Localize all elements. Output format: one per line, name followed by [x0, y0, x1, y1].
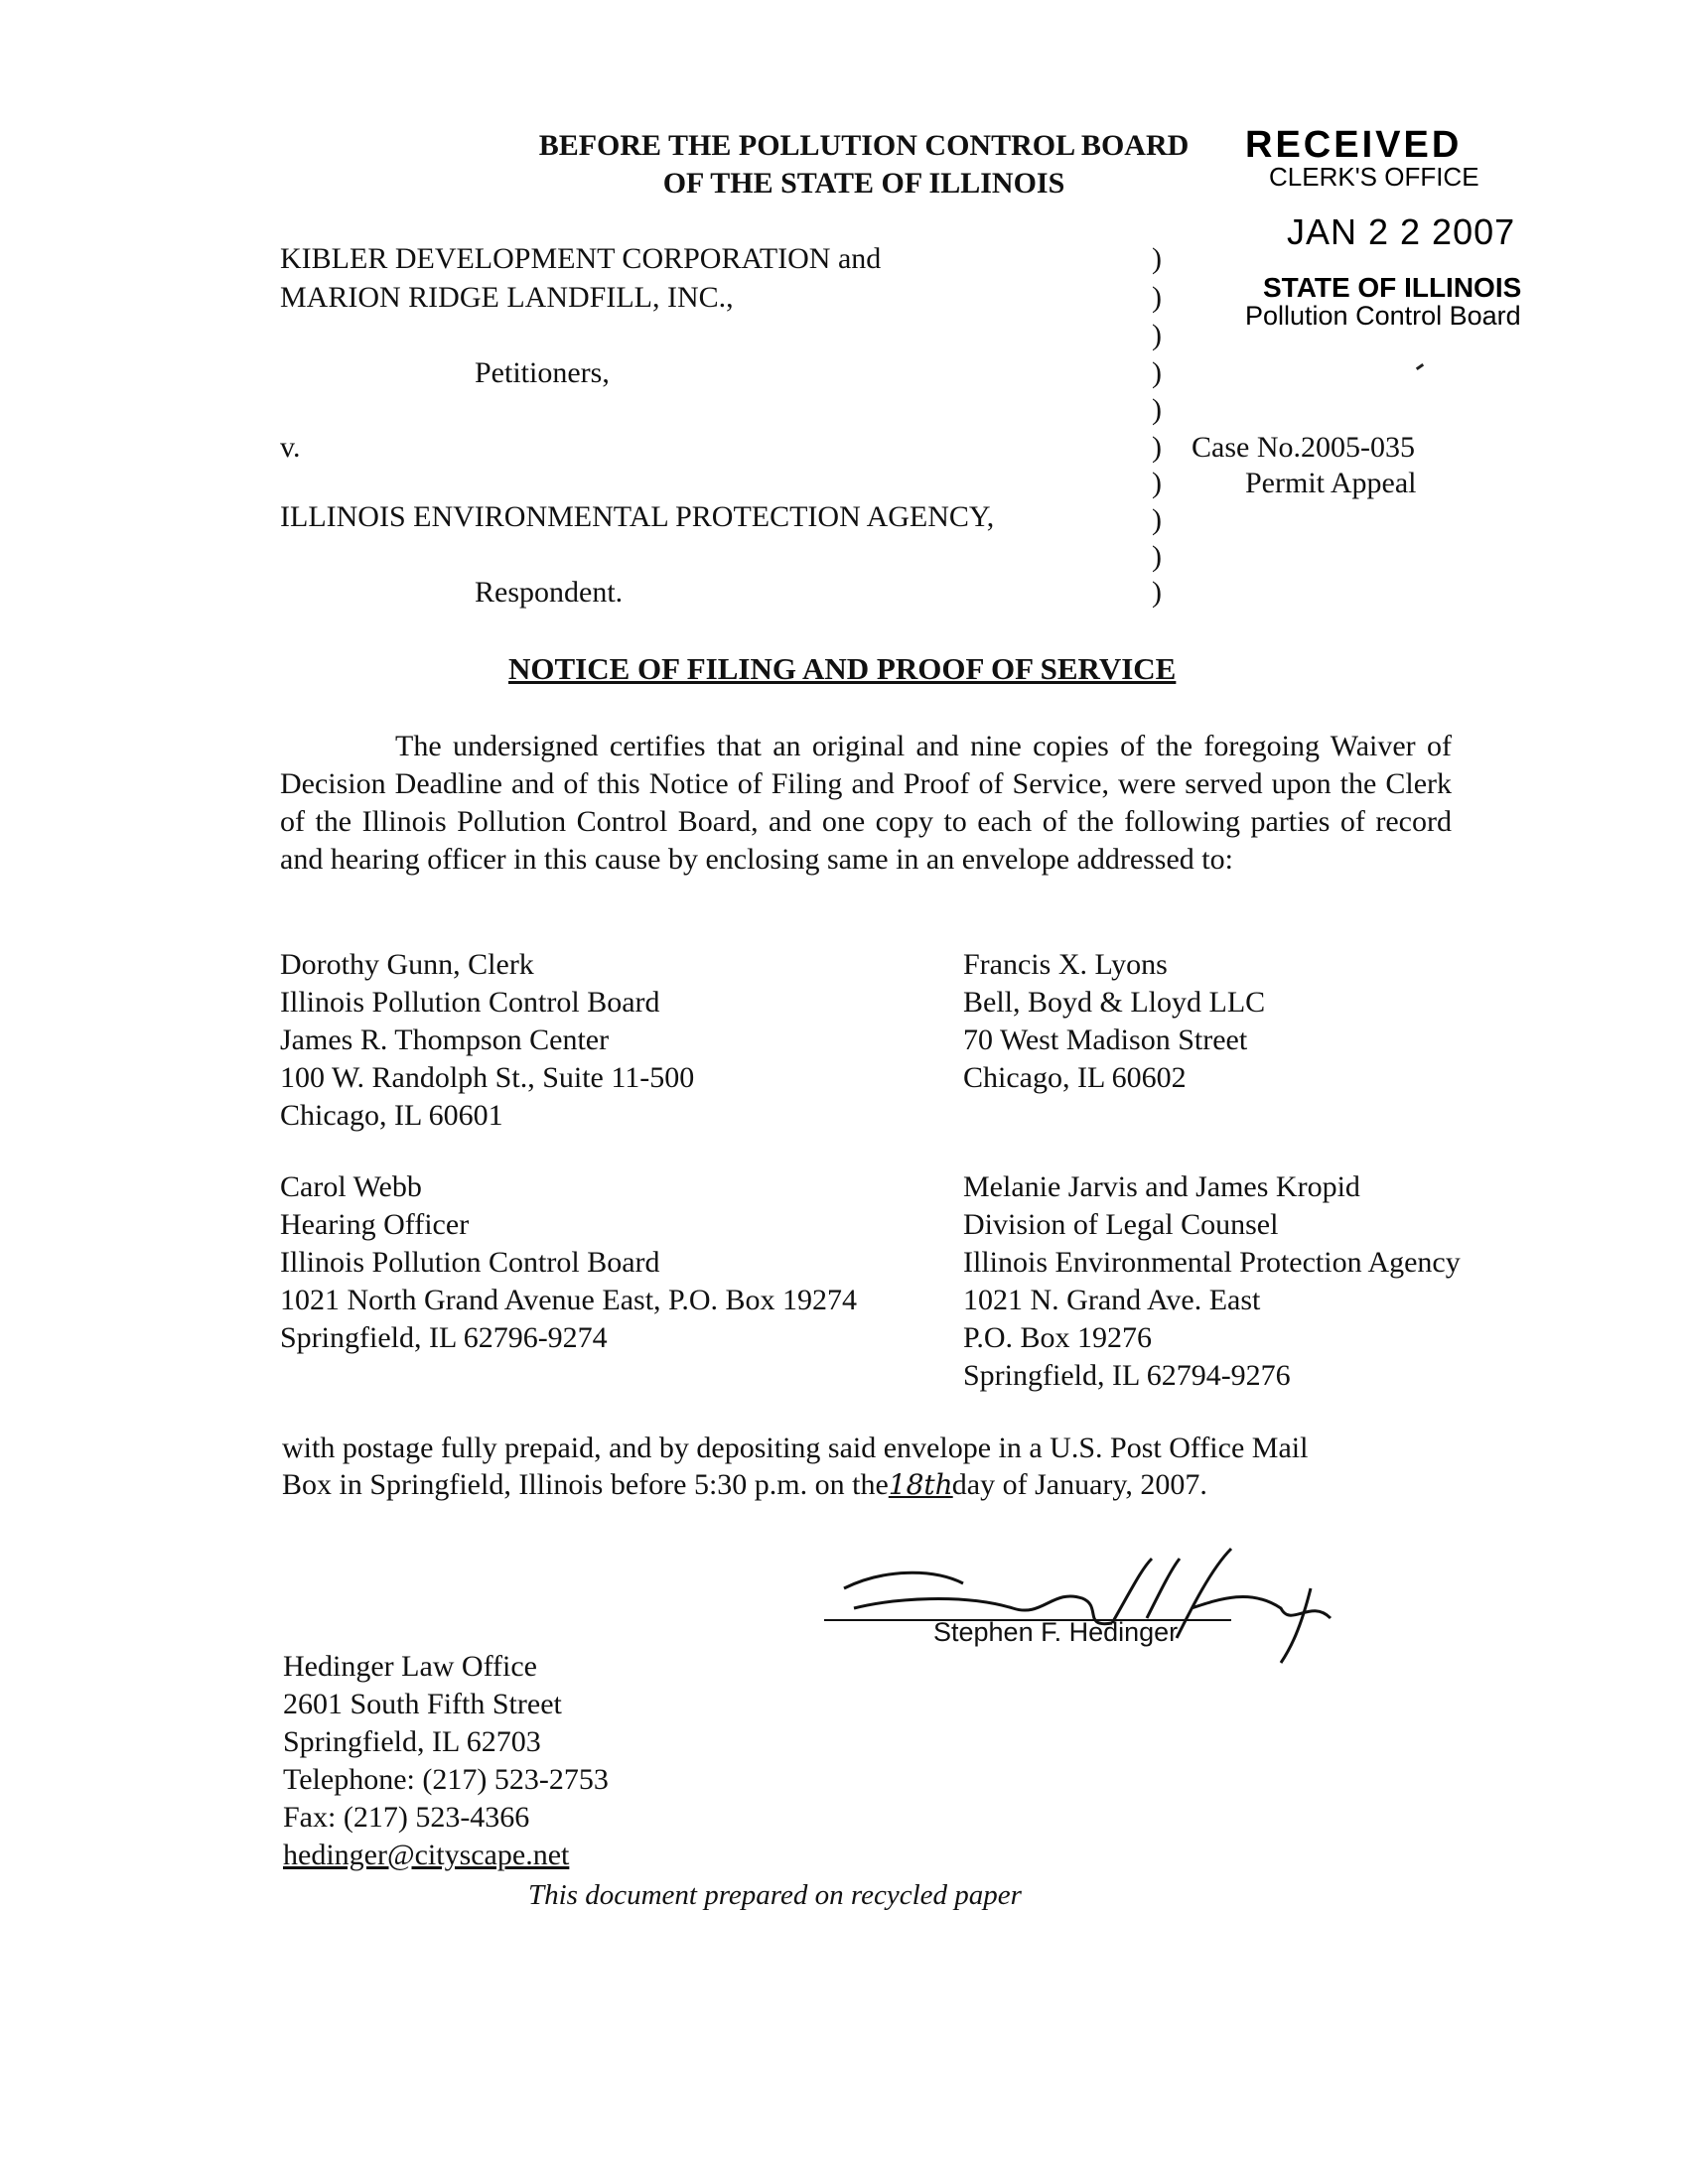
address-line: Illinois Pollution Control Board: [280, 986, 660, 1019]
received-stamp: [1245, 124, 1523, 331]
respondent-label: Respondent.: [475, 576, 624, 609]
caption-paren: ): [1152, 242, 1162, 275]
petitioner-line-2: MARION RIDGE LANDFILL, INC.,: [280, 281, 734, 314]
stamp-date: JAN 2 2 2007: [1287, 211, 1516, 252]
versus: v.: [280, 431, 301, 464]
address-line: Melanie Jarvis and James Kropid: [963, 1170, 1360, 1203]
address-line: Hearing Officer: [280, 1208, 470, 1241]
recycled-note: This document prepared on recycled paper: [528, 1879, 1022, 1911]
caption-paren: ): [1152, 431, 1162, 464]
firm-name: Hedinger Law Office: [283, 1650, 537, 1683]
firm-email-link[interactable]: hedinger@cityscape.net: [283, 1839, 570, 1871]
petitioner-line-1: KIBLER DEVELOPMENT CORPORATION and: [280, 242, 882, 275]
address-line: Division of Legal Counsel: [963, 1208, 1279, 1241]
caption-paren: ): [1152, 576, 1162, 609]
case-type: Permit Appeal: [1245, 467, 1417, 499]
stamp-tick-mark: [1416, 363, 1424, 370]
heading-line-1: BEFORE THE POLLUTION CONTROL BOARD: [538, 129, 1190, 162]
address-line: Bell, Boyd & Lloyd LLC: [963, 986, 1266, 1019]
closing-line-2-after: day of January, 2007.: [951, 1468, 1207, 1501]
address-line: James R. Thompson Center: [280, 1024, 610, 1056]
address-line: Dorothy Gunn, Clerk: [280, 948, 534, 981]
stamp-received: RECEIVED: [1245, 124, 1463, 166]
closing-line-2-before: Box in Springfield, Illinois before 5:30 p.m. on the: [282, 1468, 889, 1501]
caption-paren: ): [1152, 356, 1162, 389]
address-block-iepa: [963, 1168, 1461, 1395]
firm-fax: Fax: (217) 523-4366: [283, 1801, 530, 1834]
stamp-office: CLERK'S OFFICE: [1269, 162, 1479, 192]
address-block-lyons: [963, 946, 1265, 1097]
caption-paren: ): [1152, 281, 1162, 314]
address-line: Francis X. Lyons: [963, 948, 1168, 981]
address-line: P.O. Box 19276: [963, 1321, 1153, 1354]
address-line: Illinois Pollution Control Board: [280, 1246, 660, 1279]
address-line: 1021 N. Grand Ave. East: [963, 1284, 1261, 1316]
address-line: Chicago, IL 60602: [963, 1061, 1187, 1094]
caption-paren: ): [1152, 467, 1162, 499]
heading-line-2: OF THE STATE OF ILLINOIS: [662, 167, 1065, 200]
board-heading: [506, 127, 1221, 203]
closing-line-1: with postage fully prepaid, and by depositing said envelope in a U.S. Post Office Mail: [282, 1432, 1309, 1464]
notice-body: The undersigned certifies that an original and nine copies of the foregoing Waiver of Decision Deadline and of this Notice of Filing and Proof of Service, were served upon the Clerk of the Illinois Pollution Control Board, and one copy to each of the following parties of record and hearing officer in this cause by enclosing same in an envelope addressed to:: [280, 730, 1452, 876]
address-line: Springfield, IL 62794-9276: [963, 1359, 1291, 1392]
address-block-hearing-officer: [280, 1168, 857, 1357]
petitioners-label: Petitioners,: [475, 356, 610, 389]
notice-title: NOTICE OF FILING AND PROOF OF SERVICE: [508, 651, 1177, 686]
respondent-name: ILLINOIS ENVIRONMENTAL PROTECTION AGENCY,: [280, 500, 995, 533]
caption-paren: ): [1152, 393, 1162, 426]
signatory-name: Stephen F. Hedinger: [933, 1617, 1179, 1647]
firm-city: Springfield, IL 62703: [283, 1725, 541, 1758]
case-number: Case No.2005-035: [1192, 431, 1415, 464]
address-line: Springfield, IL 62796-9274: [280, 1321, 608, 1354]
handwritten-day: 18th: [888, 1468, 953, 1501]
stamp-state: STATE OF ILLINOIS: [1263, 272, 1522, 303]
caption-paren: ): [1152, 503, 1162, 536]
address-line: Illinois Environmental Protection Agency: [963, 1246, 1461, 1279]
address-line: Chicago, IL 60601: [280, 1099, 503, 1132]
caption-paren: ): [1152, 319, 1162, 351]
firm-block: [283, 1648, 609, 1874]
firm-street: 2601 South Fifth Street: [283, 1688, 562, 1720]
caption-paren: ): [1152, 540, 1162, 573]
address-line: 1021 North Grand Avenue East, P.O. Box 19274: [280, 1284, 858, 1316]
address-block-clerk: [280, 946, 694, 1135]
firm-telephone: Telephone: (217) 523-2753: [283, 1763, 609, 1796]
address-line: Carol Webb: [280, 1170, 422, 1203]
address-line: 100 W. Randolph St., Suite 11-500: [280, 1061, 695, 1094]
address-line: 70 West Madison Street: [963, 1024, 1248, 1056]
stamp-board: Pollution Control Board: [1245, 301, 1521, 331]
closing-line-2: [282, 1466, 1207, 1504]
